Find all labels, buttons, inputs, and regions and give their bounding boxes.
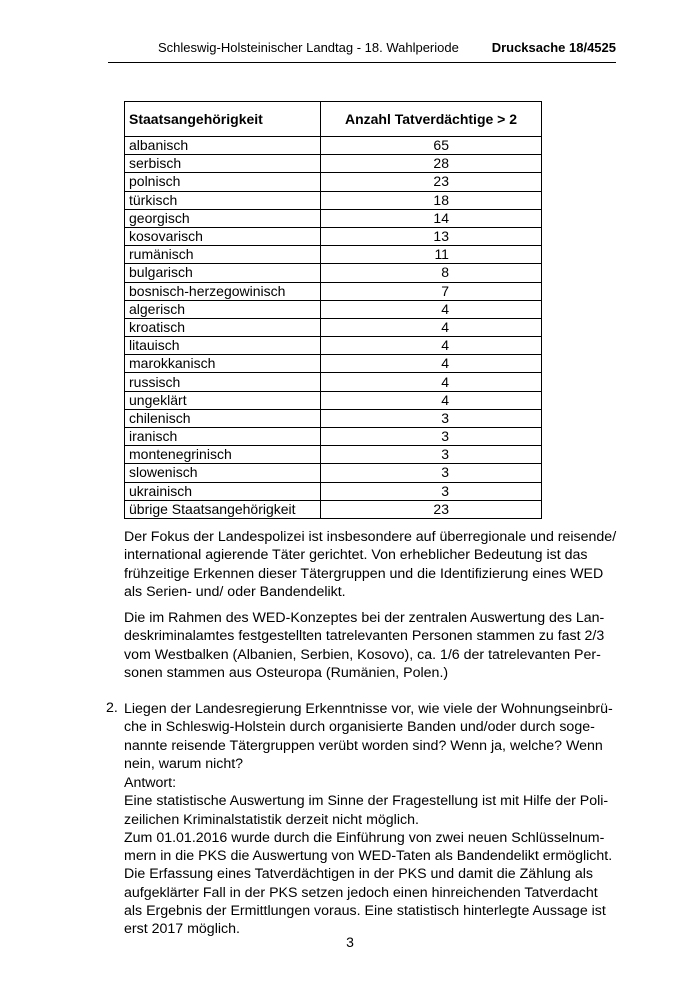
count-cell: [320, 337, 541, 355]
count-value: 23: [433, 173, 449, 190]
text-line: Die Erfassung eines Tatverdächtigen in der PKS und damit die Zählung als: [124, 866, 593, 883]
nationality-cell: bosnisch-herzegowinisch: [125, 282, 321, 300]
count-value: 4: [441, 318, 449, 335]
count-cell: [320, 318, 541, 336]
table-row: [125, 155, 542, 173]
paragraph-focus: [124, 528, 624, 601]
count-cell: [320, 373, 541, 391]
count-value: 8: [441, 264, 449, 281]
nationality-cell: slowenisch: [125, 464, 321, 482]
nationality-cell: georgisch: [125, 209, 321, 227]
text-line: nannte reisende Tätergruppen verübt worden sind? Wenn ja, welche? Wenn: [124, 737, 603, 754]
count-value: 23: [433, 500, 449, 517]
text-line: Die im Rahmen des WED-Konzeptes bei der zentralen Auswertung des Lan-: [124, 610, 605, 626]
answer-label: Antwort:: [124, 775, 177, 791]
text-line: sonen stammen aus Osteuropa (Rumänien, Polen.): [124, 664, 449, 681]
count-cell: [320, 173, 541, 191]
nationality-cell: iranisch: [125, 428, 321, 446]
count-value: 3: [441, 482, 449, 499]
count-value: 65: [433, 137, 449, 154]
text-line: zeilichen Kriminalstatistik derzeit nicht möglich.: [124, 811, 419, 828]
text-line: mern in die PKS die Auswertung von WED-Taten als Bandendelikt ermöglicht.: [124, 848, 613, 865]
count-cell: [320, 191, 541, 209]
text-line: nein, warum nicht?: [124, 755, 244, 772]
table-row: [125, 482, 542, 500]
count-cell: [320, 300, 541, 318]
page-header: [108, 40, 616, 63]
table-row: [125, 391, 542, 409]
text-line: vom Westbalken (Albanien, Serbien, Kosovo), ca. 1/6 der tatrelevanten Per-: [124, 646, 601, 663]
nationality-cell: algerisch: [125, 300, 321, 318]
count-value: 7: [441, 282, 449, 299]
table-row: [125, 300, 542, 318]
table-row: [125, 282, 542, 300]
header-title: Schleswig-Holsteinischer Landtag - 18. Wahlperiode: [158, 40, 459, 55]
count-cell: [320, 155, 541, 173]
answer-block: [124, 774, 624, 939]
table-row: [125, 227, 542, 245]
count-cell: [320, 355, 541, 373]
nationality-cell: rumänisch: [125, 246, 321, 264]
table-row: [125, 409, 542, 427]
column-header-count: Anzahl Tatverdächtige > 2: [320, 102, 541, 137]
table-body: [125, 137, 542, 519]
nationality-table: [124, 101, 542, 519]
count-cell: [320, 246, 541, 264]
count-cell: [320, 500, 541, 518]
nationality-cell: russisch: [125, 373, 321, 391]
count-value: 3: [441, 428, 449, 445]
count-value: 28: [433, 155, 449, 172]
count-cell: [320, 482, 541, 500]
text-line: international agierende Täter gerichtet. Von erheblicher Bedeutung ist das: [124, 547, 588, 564]
nationality-cell: bulgarisch: [125, 264, 321, 282]
count-value: 18: [433, 191, 449, 208]
table-row: [125, 246, 542, 264]
table-row: [125, 428, 542, 446]
nationality-cell: montenegrinisch: [125, 446, 321, 464]
answer-text: [124, 792, 624, 938]
count-cell: [320, 282, 541, 300]
count-cell: [320, 391, 541, 409]
nationality-cell: türkisch: [125, 191, 321, 209]
count-value: 4: [441, 373, 449, 390]
nationality-cell: übrige Staatsangehörigkeit: [125, 500, 321, 518]
table-row: [125, 173, 542, 191]
nationality-cell: chilenisch: [125, 409, 321, 427]
text-line: deskriminalamtes festgestellten tatrelevanten Personen stammen zu fast 2/3: [124, 628, 605, 645]
count-cell: [320, 227, 541, 245]
count-value: 14: [433, 209, 449, 226]
count-value: 11: [434, 246, 449, 263]
table-row: [125, 373, 542, 391]
nationality-cell: serbisch: [125, 155, 321, 173]
nationality-cell: polnisch: [125, 173, 321, 191]
count-value: 4: [441, 300, 449, 317]
column-header-nationality: Staatsangehörigkeit: [125, 102, 321, 137]
count-cell: [320, 464, 541, 482]
text-line: Eine statistische Auswertung im Sinne der Fragestellung ist mit Hilfe der Poli-: [124, 793, 609, 810]
table-row: [125, 355, 542, 373]
paragraph-wed-concept: [124, 609, 624, 682]
header-doc-number: Drucksache 18/4525: [491, 40, 616, 55]
count-cell: [320, 264, 541, 282]
nationality-cell: albanisch: [125, 137, 321, 155]
count-cell: [320, 137, 541, 155]
count-cell: [320, 409, 541, 427]
nationality-cell: kroatisch: [125, 318, 321, 336]
count-cell: [320, 428, 541, 446]
table-row: [125, 337, 542, 355]
table-row: [125, 191, 542, 209]
question-text: [124, 700, 624, 773]
table-row: [125, 209, 542, 227]
text-line: Zum 01.01.2016 wurde durch die Einführung von zwei neuen Schlüsselnum-: [124, 829, 605, 846]
nationality-cell: marokkanisch: [125, 355, 321, 373]
nationality-cell: litauisch: [125, 337, 321, 355]
count-value: 13: [433, 228, 449, 245]
table-row: [125, 500, 542, 518]
question-number: 2.: [106, 700, 118, 716]
table-header-row: [125, 102, 542, 137]
table-row: [125, 446, 542, 464]
text-line: che in Schleswig-Holstein durch organisierte Banden und/oder durch soge-: [124, 719, 595, 736]
nationality-cell: ukrainisch: [125, 482, 321, 500]
count-value: 3: [441, 464, 449, 481]
count-cell: [320, 446, 541, 464]
text-line: Liegen der Landesregierung Erkenntnisse vor, wie viele der Wohnungseinbrü-: [124, 701, 613, 717]
text-line: erst 2017 möglich.: [124, 921, 240, 938]
count-value: 4: [441, 391, 449, 408]
text-line: frühzeitige Erkennen dieser Tätergruppen und die Identifizierung eines WED: [124, 565, 604, 582]
table-row: [125, 137, 542, 155]
table-row: [125, 264, 542, 282]
nationality-cell: kosovarisch: [125, 227, 321, 245]
table-row: [125, 464, 542, 482]
count-value: 4: [441, 355, 449, 372]
nationality-cell: ungeklärt: [125, 391, 321, 409]
count-value: 3: [441, 409, 449, 426]
count-value: 3: [441, 446, 449, 463]
text-line: Der Fokus der Landespolizei ist insbesondere auf überregionale und reisende/: [124, 529, 617, 545]
page-number: 3: [346, 934, 354, 950]
table-row: [125, 318, 542, 336]
count-value: 4: [441, 337, 449, 354]
text-line: aufgeklärter Fall in der PKS setzen jedoch einen hinreichenden Tatverdacht: [124, 884, 598, 901]
text-line: als Serien- und/ oder Bandendelikt.: [124, 583, 346, 600]
text-line: als Ergebnis der Ermittlungen voraus. Eine statistisch hinterlegte Aussage ist: [124, 903, 606, 920]
count-cell: [320, 209, 541, 227]
